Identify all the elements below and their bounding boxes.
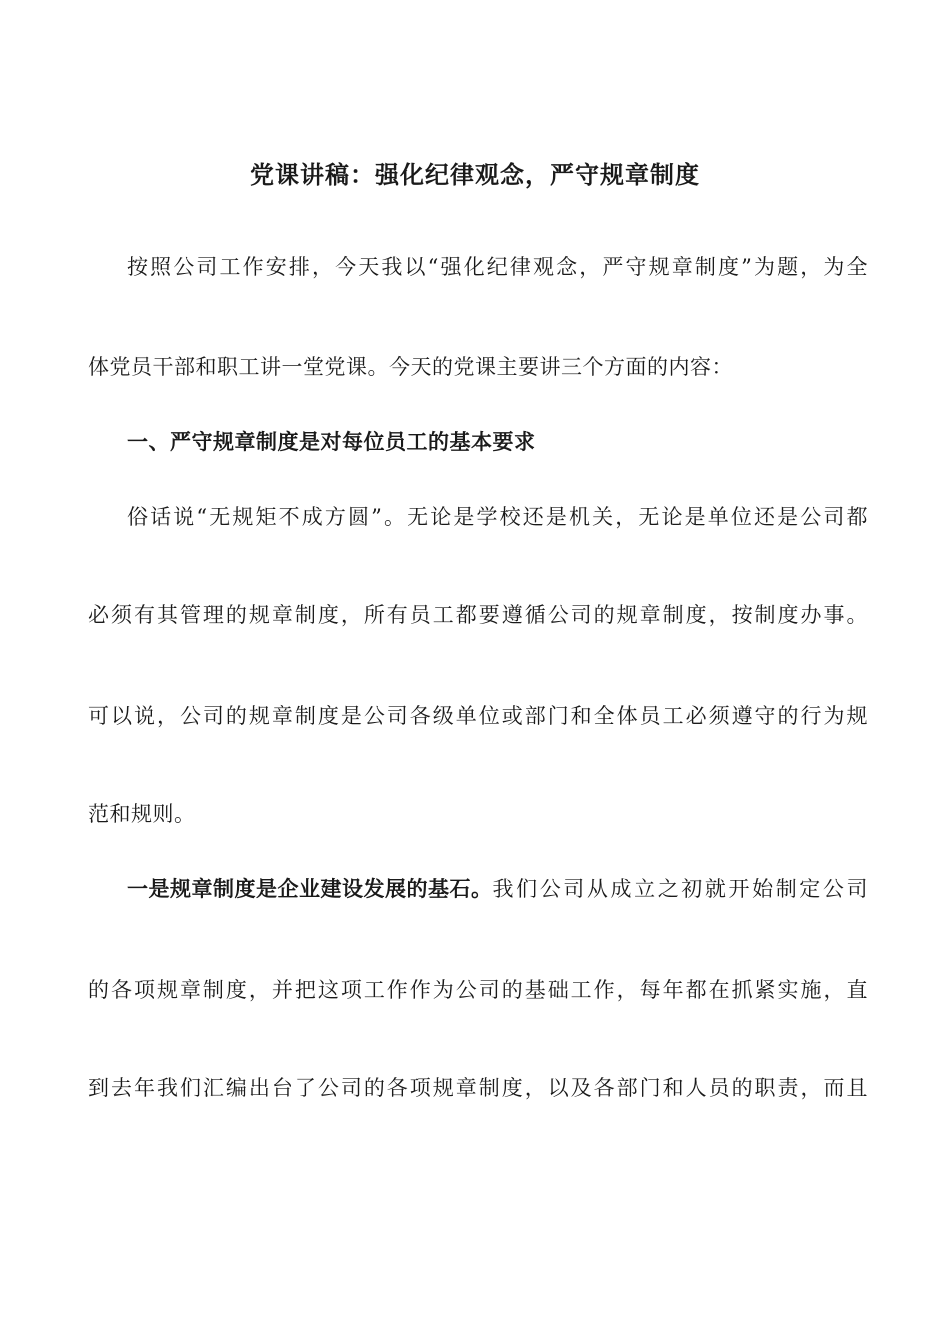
- paragraph-3-line-2: 的各项规章制度，并把这项工作作为公司的基础工作，每年都在抓紧实施，直: [88, 978, 868, 1002]
- paragraph-3-lead: 一是规章制度是企业建设发展的基石。: [127, 876, 493, 901]
- paragraph-2-line-3: 可以说，公司的规章制度是公司各级单位或部门和全体员工必须遵守的行为规: [88, 704, 868, 728]
- document-title: 党课讲稿：强化纪律观念，严守规章制度: [250, 160, 700, 189]
- paragraph-3-line-1-text: 我们公司从成立之初就开始制定公司: [492, 877, 868, 901]
- paragraph-3-line-3: 到去年我们汇编出台了公司的各项规章制度，以及各部门和人员的职责，而且: [88, 1076, 868, 1100]
- paragraph-1-line-1: 按照公司工作安排，今天我以“强化纪律观念，严守规章制度”为题，为全: [127, 255, 868, 279]
- paragraph-2-line-1: 俗话说“无规矩不成方圆”。无论是学校还是机关，无论是单位还是公司都: [127, 505, 868, 529]
- paragraph-1-line-2: 体党员干部和职工讲一堂党课。今天的党课主要讲三个方面的内容：: [88, 355, 733, 379]
- paragraph-2-line-2: 必须有其管理的规章制度，所有员工都要遵循公司的规章制度，按制度办事。: [88, 603, 868, 627]
- paragraph-3-line-1: [127, 874, 868, 904]
- section-heading-1: 一、严守规章制度是对每位员工的基本要求: [127, 429, 536, 454]
- paragraph-2-line-4: 范和规则。: [88, 802, 196, 826]
